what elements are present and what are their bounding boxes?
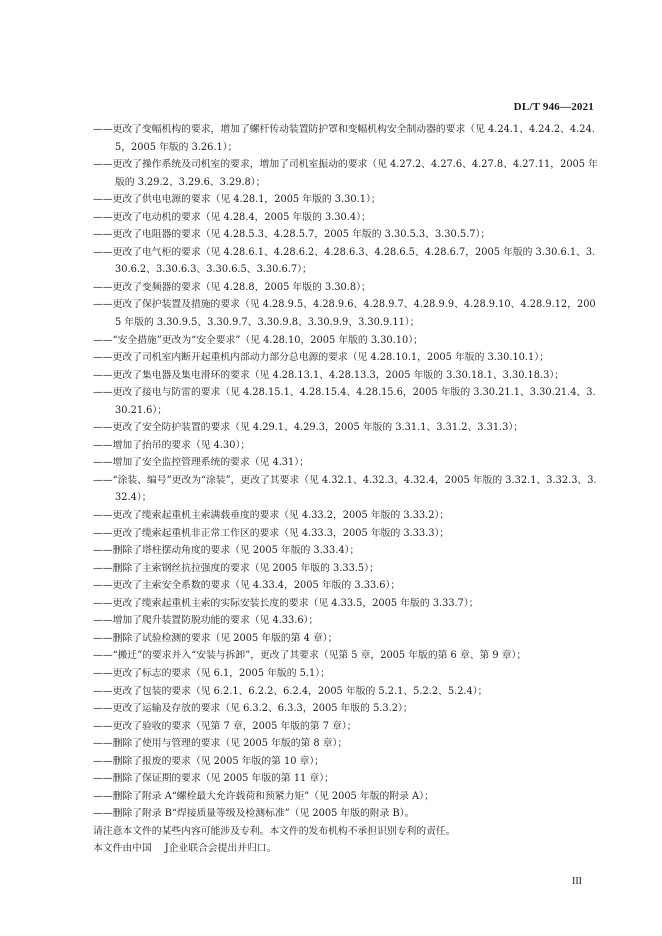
change-item: ——增加了安全监控管理系统的要求（见 4.31）； xyxy=(93,457,309,469)
change-item: ——更改了操作系统及司机室的要求，增加了司机室振动的要求（见 4.27.2、4.27.6、4.27.8、4.27.11，2005 年版的 3.29.2、3.29.6、3.29.8）； xyxy=(93,159,598,188)
change-item: ——更改了缆索起重机主索的实际安装长度的要求（见 4.33.5，2005 年版的 3.33.7）； xyxy=(93,597,479,609)
change-item: ——更改了变幅机构的要求，增加了螺杆传动装置防护罩和变幅机构安全制动器的要求（见 4.24.1、4.24.2、4.24.5，2005 年版的 3.26.1）； xyxy=(93,124,595,153)
change-item: ——删除了主索钢丝抗拉强度的要求（见 2005 年版的 3.33.5）； xyxy=(93,562,379,574)
change-item: ——更改了司机室内断开起重机内部动力部分总电源的要求（见 4.28.10.1，2005 年版的 3.30.10.1）； xyxy=(93,352,549,364)
change-item: ——更改了运输及存放的要求（见 6.3.2、6.3.3，2005 年版的 5.3.2）； xyxy=(93,703,413,715)
change-item: ——增加了爬升装置防脱功能的要求（见 4.33.6）； xyxy=(93,615,319,627)
change-item: ——删除了使用与管理的要求（见 2005 年版的第 8 章）； xyxy=(93,738,348,750)
change-item: ——“安全措施”更改为“安全要求”（见 4.28.10，2005 年版的 3.30.10）； xyxy=(93,334,423,346)
change-item: ——“搬迁”的要求并入“安装与拆卸”，更改了其要求（见第 5 章，2005 年版的第 6 章、第 9 章）； xyxy=(93,650,527,662)
change-item: ——更改了主索安全系数的要求（见 4.33.4，2005 年版的 3.33.6）； xyxy=(93,580,401,592)
change-item: ——更改了缆索起重机主索满载垂度的要求（见 4.33.2，2005 年版的 3.33.2）； xyxy=(93,510,450,522)
change-item: ——更改了标志的要求（见 6.1，2005 年版的 5.1）； xyxy=(93,667,330,679)
proposer-statement: 本文件由中国 J企业联合会提出并归口。 xyxy=(93,843,277,855)
change-item: ——增加了抬吊的要求（见 4.30）； xyxy=(93,439,251,451)
change-item: ——删除了报废的要求（见 2005 年版的第 10 章）； xyxy=(93,755,325,767)
change-item: ——删除了保证期的要求（见 2005 年版的第 11 章）； xyxy=(93,773,334,785)
change-item: ——更改了包装的要求（见 6.2.1、6.2.2、6.2.4，2005 年版的 5.2.1、5.2.2、5.2.4）； xyxy=(93,685,488,697)
page-number: III xyxy=(572,876,582,887)
change-item: ——“涂装、编号”更改为“涂装”，更改了其要求（见 4.32.1、4.32.3、4.32.4，2005 年版的 3.32.1、3.32.3、3.32.4）； xyxy=(93,474,597,504)
change-item: ——删除了附录 B“焊接质量等级及检测标准”（见 2005 年版的附录 B）。 xyxy=(93,808,415,820)
change-item: ——删除了试验检测的要求（见 2005 年版的第 4 章）； xyxy=(93,632,338,644)
change-item: ——更改了变频器的要求（见 4.28.8，2005 年版的 3.30.8）； xyxy=(93,281,371,293)
change-item: ——更改了电动机的要求（见 4.28.4，2005 年版的 3.30.4）； xyxy=(93,211,371,223)
document-code: DL/T 946—2021 xyxy=(513,101,594,113)
change-item: ——更改了电气柜的要求（见 4.28.6.1、4.28.6.2、4.28.6.3、4.28.6.5、4.28.6.7，2005 年版的 3.30.6.1、3.30.6.2、3.30.6.3、3.30.6.5、3.30.6.7）； xyxy=(93,246,596,276)
patent-notice: 请注意本文件的某些内容可能涉及专利。本文件的发布机构不承担识别专利的责任。 xyxy=(93,825,456,837)
change-item: ——更改了保护装置及措施的要求（见 4.28.9.5、4.28.9.6、4.28.9.7、4.28.9.9、4.28.9.10、4.28.9.12，2005 年版的 3.30.9.5、3.30.9.7、3.30.9.8、3.30.9.9、3.30.9.11）； xyxy=(93,299,596,329)
change-item: ——更改了安全防护装置的要求（见 4.29.1、4.29.3，2005 年版的 3.31.1、3.31.2、3.31.3）； xyxy=(93,422,524,434)
change-item: ——删除了塔柱摆动角度的要求（见 2005 年版的 3.33.4）； xyxy=(93,545,360,557)
change-item: ——更改了缆索起重机非正常工作区的要求（见 4.33.3，2005 年版的 3.33.3）； xyxy=(93,527,450,539)
change-item: ——更改了验收的要求（见第 7 章，2005 年版的第 7 章）； xyxy=(93,720,357,732)
content-body xyxy=(93,121,598,858)
change-item: ——更改了电阻器的要求（见 4.28.5.3、4.28.5.7，2005 年版的 3.30.5.3、3.30.5.7）； xyxy=(93,229,491,241)
change-item: ——删除了附录 A“螺栓最大允许载荷和预紧力矩”（见 2005 年版的附录 A）； xyxy=(93,790,434,802)
changes-list xyxy=(93,121,598,823)
change-item: ——更改了供电电源的要求（见 4.28.1，2005 年版的 3.30.1）； xyxy=(93,194,381,206)
change-item: ——更改了集电器及集电滑环的要求（见 4.28.13.1、4.28.13.3，2005 年版的 3.30.18.1、3.30.18.3）； xyxy=(93,369,565,381)
change-item: ——更改了接电与防雷的要求（见 4.28.15.1、4.28.15.4、4.28.15.6，2005 年版的 3.30.21.1、3.30.21.4、3.30.21.6）； xyxy=(93,387,596,416)
